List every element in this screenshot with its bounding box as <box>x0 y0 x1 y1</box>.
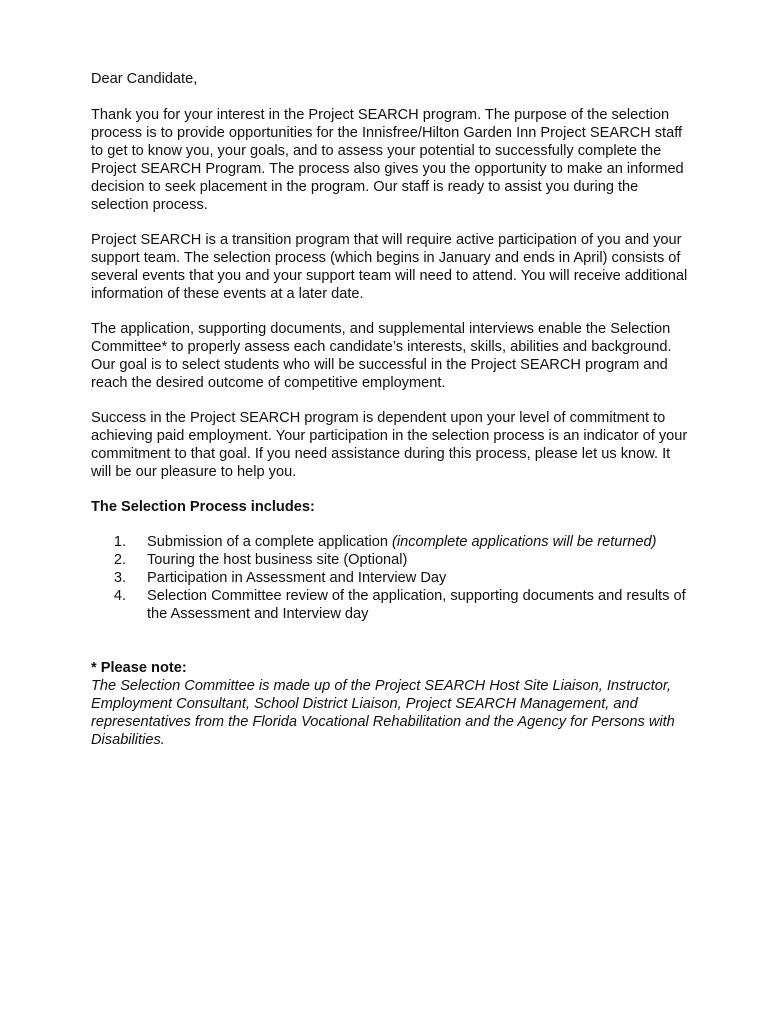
step-text: Participation in Assessment and Interview Day <box>147 570 447 586</box>
list-item <box>91 551 691 569</box>
selection-steps-list <box>91 533 691 623</box>
paragraph-transition-program: Project SEARCH is a transition program that will require active participation of you and your support team. The selection process (which begins in January and ends in April) consists of several events that you and your support team will need to attend. You will receive additional information of these events at a later date. <box>91 232 688 302</box>
step-text-main: Submission of a complete application <box>147 534 392 550</box>
note-block <box>91 659 691 749</box>
step-number: 2. <box>113 552 126 568</box>
paragraph-purpose: Thank you for your interest in the Project SEARCH program. The purpose of the selection process is to provide opportunities for the Innisfree/Hilton Garden Inn Project SEARCH staff to get to know you, your goals, and to assess your potential to successfully complete the Project SEARCH Program. The process also gives you the opportunity to make an informed decision to seek placement in the program. Our staff is ready to assist you during the selection process. <box>91 107 684 213</box>
step-text: Touring the host business site (Optional) <box>147 552 408 568</box>
paragraph-application: The application, supporting documents, and supplemental interviews enable the Selection Committee* to properly assess each candidate’s interests, skills, abilities and background. Our goal is to select students who will be successful in the Project SEARCH program and reach the desired outcome of competitive employment. <box>91 321 672 391</box>
step-number: 3. <box>113 570 126 586</box>
list-item <box>91 569 691 587</box>
selection-process-heading: The Selection Process includes: <box>91 499 315 515</box>
note-body: The Selection Committee is made up of the Project SEARCH Host Site Liaison, Instructor, Employment Consultant, School District Liaison, Project SEARCH Management, and representatives from the Florida Vocational Rehabilitation and the Agency for Persons with Disabilities. <box>91 678 675 748</box>
step-number: 4. <box>113 588 126 604</box>
greeting: Dear Candidate, <box>91 71 198 87</box>
list-item <box>91 587 691 623</box>
step-text: Selection Committee review of the application, supporting documents and results of the Assessment and Interview day <box>147 588 686 622</box>
step-text <box>147 533 691 551</box>
list-item <box>91 533 691 551</box>
step-number: 1. <box>113 534 126 550</box>
letter-page <box>91 70 691 749</box>
step-text-italic: (incomplete applications will be returned) <box>392 534 657 550</box>
note-title: * Please note: <box>91 660 187 676</box>
paragraph-success: Success in the Project SEARCH program is dependent upon your level of commitment to achieving paid employment. Your participation in the selection process is an indicator of your commitment to that goal. If you need assistance during this process, please let us know. It will be our pleasure to help you. <box>91 410 688 480</box>
